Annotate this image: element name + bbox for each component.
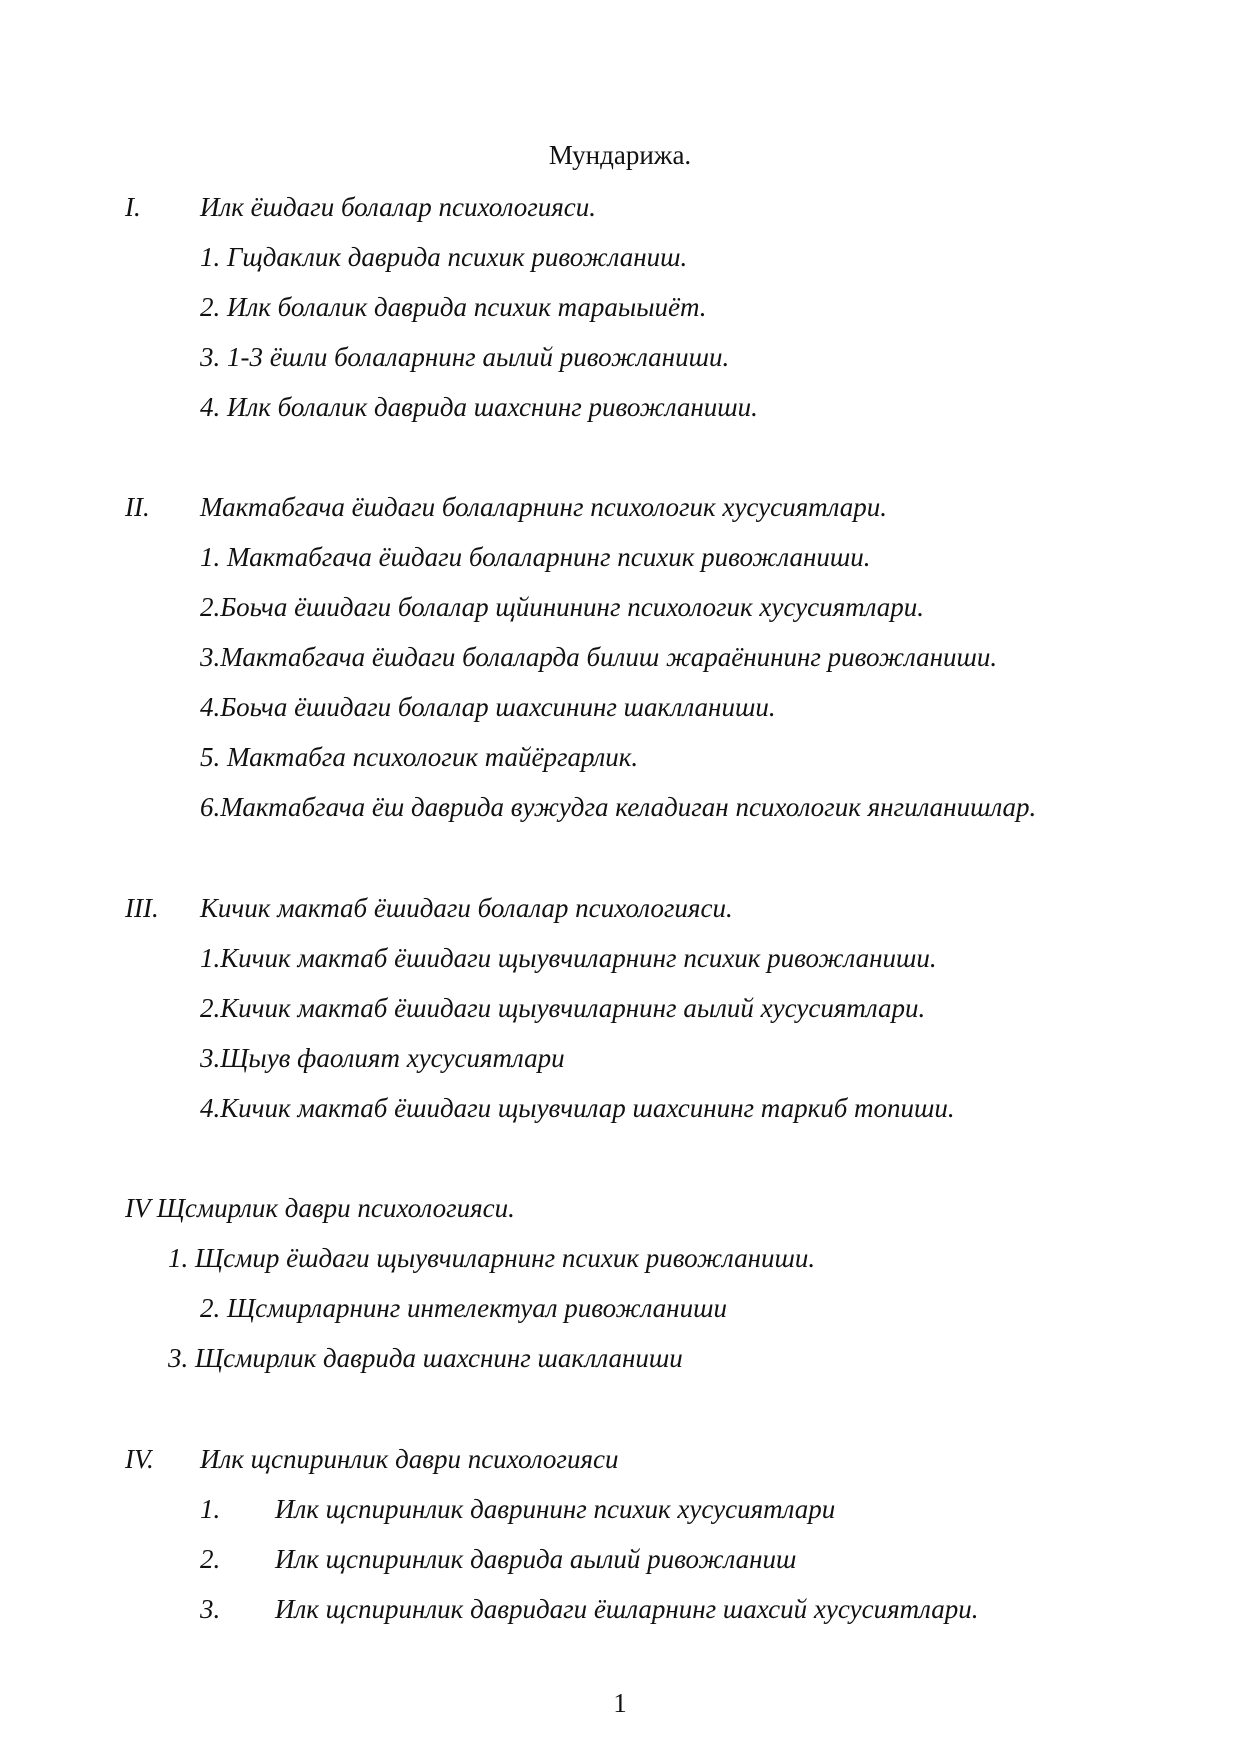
section-heading: IV Щсмирлик даври психологияси.	[125, 1193, 515, 1223]
toc-item: 5. Мактабга психологик тайёргарлик.	[200, 742, 639, 772]
section-numeral: IV.	[125, 1444, 154, 1474]
toc-item: 2.Кичик мактаб ёшидаги щыувчиларнинг аылий хусусиятлари.	[200, 993, 926, 1023]
toc-item: Илк щспиринлик даврида аылий ривожланиш	[275, 1544, 797, 1574]
toc-item: 4. Илк болалик даврида шахснинг ривожланиши.	[200, 392, 758, 422]
page-number: 1	[613, 1688, 627, 1718]
toc-item-number: 2.	[200, 1544, 221, 1574]
toc-item: 1. Мактабгача ёшдаги болаларнинг психик ривожланиши.	[200, 542, 871, 572]
toc-item: 3. 1-3 ёшли болаларнинг аылий ривожланиши.	[200, 342, 730, 372]
page-title: Мундарижа.	[548, 140, 692, 170]
toc-item: 3.Мактабгача ёшдаги болаларда билиш жараёнининг ривожланиши.	[200, 642, 998, 672]
toc-item: 2. Илк болалик даврида психик тараыыиёт.	[200, 292, 707, 322]
toc-item: 3.Щыув фаолият хусусиятлари	[200, 1043, 565, 1073]
toc-item: 1.Кичик мактаб ёшидаги щыувчиларнинг психик ривожланиши.	[200, 943, 937, 973]
toc-item-number: 1.	[200, 1494, 221, 1524]
toc-item: 1. Щсмир ёшдаги щыувчиларнинг психик ривожланиши.	[168, 1243, 816, 1273]
section-numeral: I.	[125, 192, 141, 222]
section-numeral: III.	[125, 893, 159, 923]
toc-item-number: 3.	[200, 1594, 221, 1624]
section-heading: Илк щспиринлик даври психологияси	[200, 1444, 619, 1474]
toc-item: 2.Боьча ёшидаги болалар щйинининг психологик хусусиятлари.	[200, 592, 925, 622]
toc-item: 4.Кичик мактаб ёшидаги щыувчилар шахсининг таркиб топиши.	[200, 1093, 955, 1123]
toc-item: Илк щспиринлик даврининг психик хусусиятлари	[275, 1494, 836, 1524]
section-numeral: II.	[125, 492, 150, 522]
toc-item: 1. Гщдаклик даврида психик ривожланиш.	[200, 242, 688, 272]
toc-item: 2. Щсмирларнинг интелектуал ривожланиши	[200, 1293, 727, 1323]
toc-item: Илк щспиринлик давридаги ёшларнинг шахсий хусусиятлари.	[275, 1594, 979, 1624]
toc-item: 3. Щсмирлик даврида шахснинг шаклланиши	[168, 1343, 683, 1373]
toc-item: 4.Боьча ёшидаги болалар шахсининг шаклланиши.	[200, 692, 776, 722]
section-heading: Кичик мактаб ёшидаги болалар психологияси.	[200, 893, 733, 923]
section-heading: Мактабгача ёшдаги болаларнинг психологик хусусиятлари.	[200, 492, 888, 522]
section-heading: Илк ёшдаги болалар психологияси.	[200, 192, 597, 222]
toc-item: 6.Мактабгача ёш даврида вужудга келадиган психологик янгиланишлар.	[200, 792, 1037, 822]
